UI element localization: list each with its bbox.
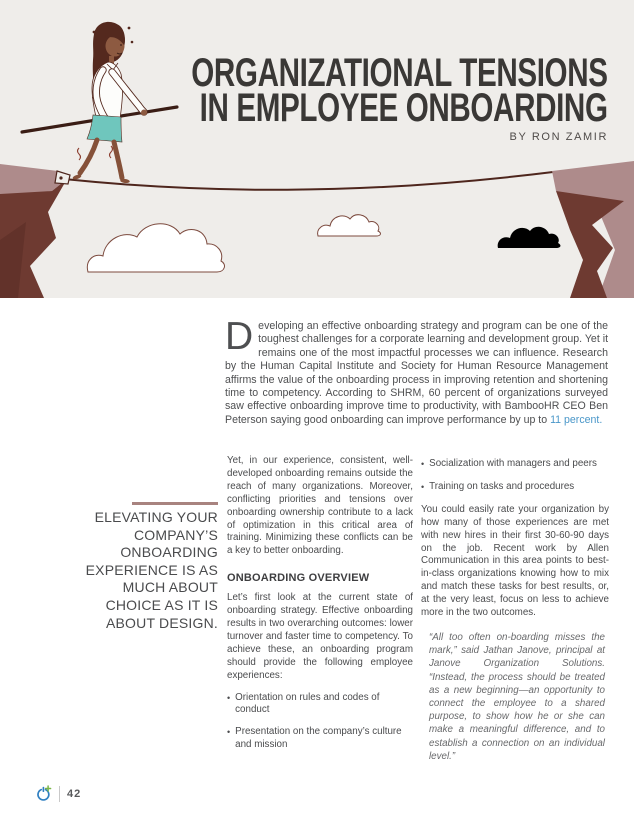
page-number: 42 [67,788,82,800]
footer-divider [59,786,60,802]
article-title-block [45,51,608,143]
list-item [227,726,413,752]
drop-cap: D [225,315,254,358]
bullet-text: Socialization with managers and peers [429,458,597,469]
intro-text: eveloping an effective onboarding strategy and program can be one of the toughest challenges for a corporate learning and development group. Yet it remains one of the most impactful processes we can influence. Research by the Human Capital Institute and Society for Human Resource Management affirms the value of the onboarding process in improving retention and shortening time to competency. According to SHRM, 60 percent of organizations surveyed saw effective onboarding improve time to productivity, with BambooHR CEO Ben Peterson saying good onboarding can improve performance by up to [225,320,609,426]
article-title-line2: IN EMPLOYEE ONBOARDING [200,86,608,130]
list-item [421,458,609,471]
pull-quote: ELEVATING YOUR COMPANY’S ONBOARDING EXPERIENCE IS AS MUCH ABOUT CHOICE AS IT IS ABOUT DESIGN. [85,509,218,631]
article-byline: BY RON ZAMIR [509,131,608,143]
bullet-icon: • [421,481,425,492]
middle-paragraph-1: Yet, in our experience, consistent, well-developed onboarding remains outside the reach of many organizations. Moreover, conflicting priorities and tensions over onboarding ownership contribute to a lack of optimization in this critical area of training. Minimizing these conflicts can be a key to better onboarding. [227,455,413,557]
page-footer [35,785,81,803]
column-right [421,458,609,763]
bullet-text: Orientation on rules and codes of conduct [235,691,380,716]
section-heading-onboarding-overview: ONBOARDING OVERVIEW [227,572,370,585]
right-paragraph-1: You could easily rate your organization by how many of those experiences are met with new hires in their first 30-60-90 days on the job. Recent work by Allen Communication in this area points to best-in-class organizations knowing how to mix and match these tasks for best results, or, at the very least, focus on less to achieve more in the two outcomes. [421,503,609,619]
list-item [227,692,413,718]
tightrope-illustration [0,0,634,298]
timer-plus-logo-icon [35,785,52,803]
bullet-icon: • [421,459,425,469]
article-title-line1: ORGANIZATIONAL TENSIONS [191,51,608,95]
bullet-icon: • [227,727,231,738]
middle-paragraph-2: Let’s first look at the current state of onboarding strategy. Effective onboarding results in two overarching outcomes: lower turnover and faster time to competency. To achieve these, an onboarding program should provide the following employee experiences: [227,592,413,681]
column-middle [227,455,413,752]
intro-paragraph [225,315,609,427]
eleven-percent-link[interactable]: 11 percent. [550,413,603,426]
pull-quote-rule [132,502,218,505]
bullet-icon: • [227,692,231,703]
expert-quote: “All too often on-boarding misses the mark,” said Jathan Janove, principal at Janove Organization Solutions. “Instead, the process should be treated as a new beginning—an opportunity to connect the employee to a shared purpose, to show how he or she can make a meaningful difference, and to establish a connection on an individual level.” [429,631,605,762]
bullet-text: Training on tasks and procedures [429,480,575,492]
bullet-text: Presentation on the company’s culture and mission [235,726,402,751]
list-item [421,481,609,494]
